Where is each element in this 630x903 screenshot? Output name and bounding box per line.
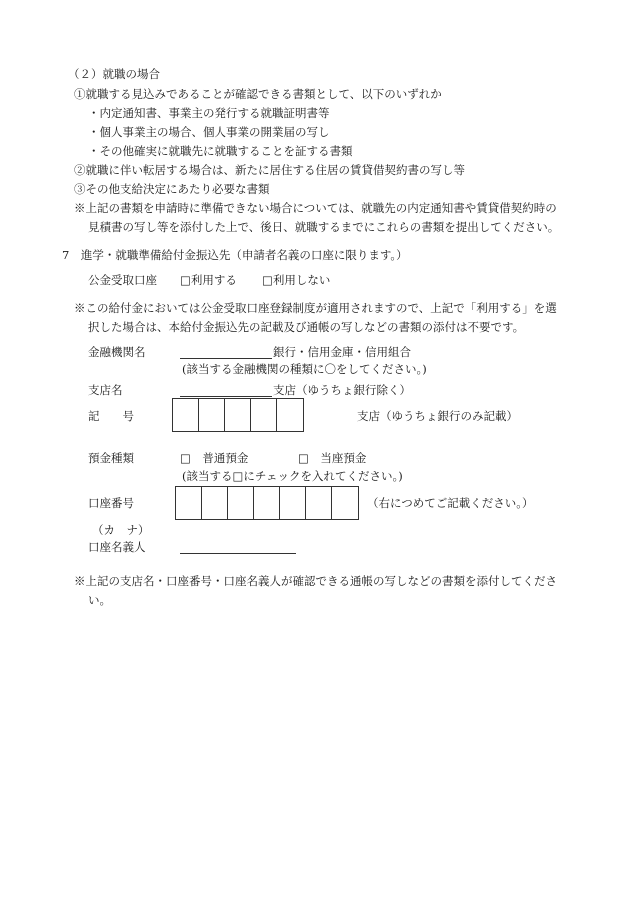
branch-name-label: 支店名 <box>88 383 123 397</box>
symbol-digit-box[interactable] <box>251 399 277 431</box>
public-account-use-checkbox[interactable]: □利用する <box>180 273 237 287</box>
account-digit-box[interactable] <box>280 487 306 519</box>
symbol-digit-box[interactable] <box>173 399 199 431</box>
requirement-bullet-2: ・個人事業主の場合、個人事業の開業届の写し <box>88 125 330 139</box>
footnote-line-1: ※上記の支店名・口座番号・口座名義人が確認できる通帳の写しなどの書類を添付してくださ <box>74 574 557 588</box>
requirement-item-2: ②就職に伴い転居する場合は、新たに居住する住居の賃貸借契約書の写し等 <box>74 163 465 177</box>
account-holder-label: 口座名義人 <box>88 540 146 554</box>
section-2-heading: （２）就職の場合 <box>68 67 160 81</box>
account-digit-box[interactable] <box>332 487 358 519</box>
section-7-note-line-1: ※この給付金においては公金受取口座登録制度が適用されますので、上記で「利用する」を選 <box>74 301 557 315</box>
deposit-type-hint: (該当する□にチェックを入れてください。) <box>182 469 403 483</box>
symbol-note: 支店（ゆうちょ銀行のみ記載） <box>357 409 518 423</box>
kana-label: （カ ナ） <box>92 523 150 537</box>
deposit-type-label: 預金種類 <box>88 451 134 465</box>
footnote-line-2: い。 <box>88 593 111 607</box>
section-7-heading: 7 進学・就職準備給付金振込先（申請者名義の口座に限ります。） <box>62 248 408 262</box>
deposit-ordinary-checkbox[interactable]: □ 普通預金 <box>180 451 249 465</box>
account-digit-box[interactable] <box>176 487 202 519</box>
symbol-digit-box[interactable] <box>199 399 225 431</box>
requirement-bullet-3: ・その他確実に就職先に就職することを証する書類 <box>88 144 353 158</box>
requirement-item-1: ①就職する見込みであることが確認できる書類として、以下のいずれか <box>74 87 442 101</box>
account-digit-box[interactable] <box>254 487 280 519</box>
section-2-note-line-1: ※上記の書類を申請時に準備できない場合については、就職先の内定通知書や賃貸借契約時の <box>74 201 557 215</box>
account-digit-box[interactable] <box>306 487 332 519</box>
requirement-bullet-1: ・内定通知書、事業主の発行する就職証明書等 <box>88 106 330 120</box>
deposit-current-checkbox[interactable]: □ 当座預金 <box>298 451 367 465</box>
bank-name-label: 金融機関名 <box>88 345 146 359</box>
account-digit-box[interactable] <box>202 487 228 519</box>
symbol-digit-box[interactable] <box>225 399 251 431</box>
public-account-notuse-checkbox[interactable]: □利用しない <box>262 273 331 287</box>
bank-type-hint: (該当する金融機関の種類に〇をしてください。) <box>182 362 427 376</box>
symbol-digit-box[interactable] <box>277 399 303 431</box>
symbol-input-boxes[interactable] <box>172 398 304 432</box>
requirement-item-3: ③その他支給決定にあたり必要な書類 <box>74 182 270 196</box>
section-2-note-line-2: 見積書の写し等を添付した上で、後日、就職するまでにこれらの書類を提出してください。 <box>88 220 560 234</box>
bank-name-field[interactable] <box>180 358 272 359</box>
account-holder-field[interactable] <box>180 553 296 554</box>
branch-suffix: 支店（ゆうちょ銀行除く） <box>273 383 411 397</box>
section-7-note-line-2: 択した場合は、本給付金振込先の記載及び通帳の写しなどの書類の添付は不要です。 <box>88 320 525 334</box>
symbol-label: 記 号 <box>88 409 134 423</box>
account-number-boxes[interactable] <box>175 486 359 520</box>
bank-type-suffix: 銀行・信用金庫・信用組合 <box>273 345 411 359</box>
account-digit-box[interactable] <box>228 487 254 519</box>
branch-name-field[interactable] <box>180 396 272 397</box>
account-number-label: 口座番号 <box>88 496 134 510</box>
account-number-note: （右につめてご記載ください。） <box>367 496 534 510</box>
public-account-label: 公金受取口座 <box>88 273 157 287</box>
